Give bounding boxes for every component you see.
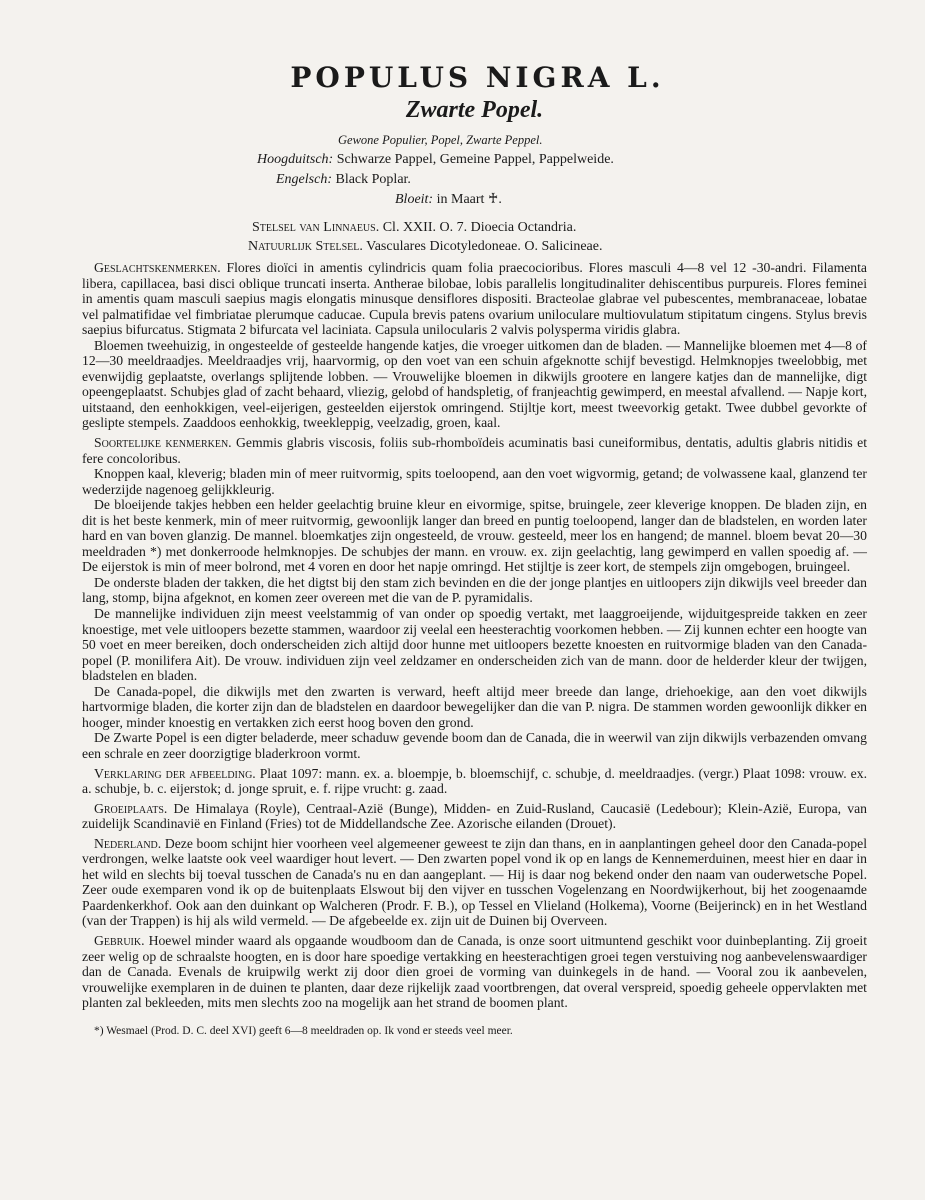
natural-system xyxy=(82,237,867,256)
paragraph-male-individuals: De mannelijke individuen zijn meest veelstammig of van onder op spoedig vertakt, met laaggroeijende, wijduitgespreide takken en zeer knoestige, met vele uitloopers bezette stammen, waardoor zij veelal een heesterachtig voorkomen hebben. — Zij kunnen echter een hoogte van 50 voet en meer bereiken, doch onderscheiden zich altijd door hunne met uitloopers bezette knoesten en ruitvormige bladen van den Canada-popel (P. monilifera Ait). De vrouw. individuen zijn veel zeldzamer en onderscheiden zich van de mann. door de helderder kleur der twijgen, bladstelen en bladen. xyxy=(82,606,867,684)
linnaeus-system xyxy=(82,218,867,237)
paragraph-species-characters xyxy=(82,435,867,466)
page-subtitle: Zwarte Popel. xyxy=(405,97,544,123)
paragraph-genus-dutch: Bloemen tweehuizig, in ongesteelde of gesteelde hangende katjes, die vroeger uitkomen dan de bladen. — Mannelijke bloemen met 4—8 of 12—30 meeldraadjes. Meeldraadjes vrij, haarvormig, op den voet van een schuin afgeknotte schijf bevestigd. Helmknopjes tweelobbig, met evenwijdig geplaatste, overlangs splijtende lobben. — Vrouwelijke bloemen in dikwijls grootere en langere katjes dan de mannelijke, digt opeengeplaatst. Schubjes glad of zacht behaard, vliezig, gelobd of handspletig, of franjeachtig gewimperd, en meestal afvallend. — Napje kort, uitstaand, den eenhokkigen, veel-eijerigen, gesteelden eijerstok omringend. Stijltje kort, meest tweevorkig getakt. Twee dubbel gevorkte of geslipte stempels. Zaaddoos eenhokkig, tweekleppig, veelzadig, groen, kaal. xyxy=(82,337,867,431)
bloom-value: in Maart ♰. xyxy=(436,192,502,207)
habitat-text: De Himalaya (Royle), Centraal-Azië (Bunge), Midden- en Zuid-Rusland, Caucasië (Ledebour); Klein-Azië, Europa, van zuidelijk Scandinavië en Finland (Fries) tot de Middellandsche Zee. Azorische eilanden (Drouet). xyxy=(82,800,867,832)
habitat-label: Groeiplaats. xyxy=(94,800,168,816)
netherlands-label: Nederland. xyxy=(94,835,162,851)
common-names: Gewone Populier, Popel, Zwarte Peppel. xyxy=(338,133,543,147)
english-names xyxy=(82,170,867,190)
netherlands-text: Deze boom schijnt hier voorheen veel algemeener geweest te zijn dan thans, en in aanplantingen geheel door den Canada-popel verdrongen, welke laatste ook veel waardiger hout levert. — Den zwarten popel vond ik op en langs de Kennemerduinen, meest hier en daar in het wild en slechts bij toeval tusschen de Canada's nu en dan aangeplant. — Hij is daar nog bekend onder den naam van ouderwetsche Popel. Zeer oude exemparen vond ik op de buitenplaats Elswout bij den vijver en tusschen Vogelenzang en Noordwijkerhout, bij het zoogenaamde Paardenkerkhof. Ook aan den duinkant op Walcheren (Prodr. F. B.), op Tessel en Vlieland (Holkema), Voorne (Beijerinck) en in het Westland (van der Trappen) is hij als wild vermeld. — De afgebeelde ex. zijn uit de Duinen bij Overveen. xyxy=(82,835,868,929)
paragraph-genus-characters xyxy=(82,260,867,338)
body-text xyxy=(82,260,867,1011)
classification xyxy=(82,218,867,256)
paragraph-netherlands xyxy=(82,836,867,929)
german-names xyxy=(82,150,867,170)
use-label: Gebruik. xyxy=(94,932,145,948)
english-label: Engelsch: xyxy=(276,172,332,187)
german-value: Schwarze Pappel, Gemeine Pappel, Pappelweide. xyxy=(336,152,614,167)
illustration-text: Plaat 1097: mann. ex. a. bloempje, b. bloemschijf, c. schubje, d. meeldraadjes. (vergr.) Plaat 1098: vrouw. ex. a. schubje, b. c. eijerstok; d. jonge spruit, e. f. rijpe vrucht: g. zaad. xyxy=(82,765,868,797)
paragraph-flowering-twigs: De bloeijende takjes hebben een helder geelachtig bruine kleur en eivormige, spitse, bruingele, zeer kleverige knoppen. De bladen zijn, en dit is het beste kenmerk, min of meer ruitvormig, gewoonlijk langer dan breed en puntig toeloopend, langer dan de bladstelen, en worden later hard en van boven glanzig. De mannel. bloemkatjes zijn ongesteeld, de vrouw. gesteeld, meer los en hangend; de mannel. bloem bevat 20—30 meeldraden *) met donkerroode helmknopjes. De schubjes der mann. en vrouw. ex. zijn geelachtig, lang gewimperd en vallen spoedig af. — De eijerstok is min of meer bolrond, met 4 voren en door het napje omringd. Het stijltje is zeer kort, de stempels zijn omgebogen, bruingeel. xyxy=(82,497,867,575)
paragraph-canada-poplar: De Canada-popel, die dikwijls met den zwarten is verward, heeft altijd meer breede dan lange, driehoekige, aan den voet dikwijls hartvormige bladen, die korter zijn dan de bladstelen en daardoor bewegelijker dan die van P. nigra. De stammen worden gewoonlijk dikker en hooger, minder knoestig en vertakken zich eerst hoog boven den grond. xyxy=(82,683,867,730)
bloom-time xyxy=(82,190,867,210)
linnaeus-label: Stelsel van Linnaeus. xyxy=(252,220,380,235)
paragraph-illustration xyxy=(82,766,867,797)
genus-text: Flores dioïci in amentis cylindricis quam folia praecocioribus. Flores masculi 4—8 vel 12 -30-andri. Filamenta libera, capillacea, basi disci oblique truncati inserta. Antherae bilobae, lobis parallelis longitudinaliter dehiscentibus purpureis. Flores feminei in amentis quam masculi saepius magis elongatis minusque densiflores dispositi. Bracteolae glabrae vel pubescentes, membranaceae, lobatae vel palmatifidae vel fimbriatae plerumque caducae. Cupula brevis patens ovarium uniloculare multiovulatum stipitatum cingens. Stylus brevis saepius bifurcatus. Stigmata 2 bifurcata vel laciniata. Capsula unilocularis 2 valvis polysperma viridis glabra. xyxy=(82,260,868,338)
genus-label: Geslachtskenmerken. xyxy=(94,260,221,275)
illustration-label: Verklaring der afbeelding. xyxy=(94,765,256,781)
paragraph-buds: Knoppen kaal, kleverig; bladen min of meer ruitvormig, spits toeloopend, aan den voet wigvormig, getand; de volwassene kaal, glanzend ter wederzijde nagenoeg gelijkkleurig. xyxy=(82,466,867,497)
natural-label: Natuurlijk Stelsel. xyxy=(248,239,363,254)
use-text: Hoewel minder waard als opgaande woudboom dan de Canada, is onze soort uitmuntend geschikt voor duinbeplanting. Zij groeit zeer welig op de schraalste hoogten, en is door hare spoedige vertakking en heesterachtigen groei tegen verstuiving nog aanbevelenswaardiger dan de Canada. Evenals de kruipwilg werkt zij door dien groei de vorming van duinkegels in de hand. — Vooral zou ik aanbevelen, vrouwelijke exemplaren in de duinen te planten, daar deze rijkelijk zaad voortbrengen, dat overal verspreid, spoedig geheele oppervlakten met planten zal bekleeden, mits men slechts zoo na mogelijk aan het strand de boomen plant. xyxy=(82,932,868,1011)
species-label: Soortelijke kenmerken. xyxy=(94,435,232,451)
german-label: Hoogduitsch: xyxy=(257,152,334,167)
paragraph-lower-leaves: De onderste bladen der takken, die het digtst bij den stam zich bevinden en die der jonge plantjes en uitloopers zijn dikwijls veel breeder dan lang, stomp, bijna afgeknot, en komen zeer overeen met die van de P. pyramidalis. xyxy=(82,574,867,606)
footnote: *) Wesmael (Prod. D. C. deel XVI) geeft 6—8 meeldraden op. Ik vond er steeds veel meer. xyxy=(94,1024,513,1037)
page-title: POPULUS NIGRA L. xyxy=(290,61,665,94)
english-value: Black Poplar. xyxy=(335,172,411,187)
paragraph-black-poplar: De Zwarte Popel is een digter beladerde, meer schaduw gevende boom dan de Canada, die in weerwil van zijn dikwijls verbazenden omvang een schrale en zeer doorzigtige bladerkroon vormt. xyxy=(82,730,867,761)
linnaeus-value: Cl. XXII. O. 7. Dioecia Octandria. xyxy=(382,220,577,235)
paragraph-habitat xyxy=(82,801,867,832)
species-text: Gemmis glabris viscosis, foliis sub-rhomboïdeis acuminatis basi cuneiformibus, dentatis, adultis glabris nitidis et fere concoloribus. xyxy=(82,435,868,466)
bloom-label: Bloeit: xyxy=(395,192,434,207)
vernacular-names xyxy=(82,130,867,210)
natural-value: Vasculares Dicotyledoneae. O. Salicineae. xyxy=(366,239,603,254)
paragraph-use xyxy=(82,933,867,1011)
